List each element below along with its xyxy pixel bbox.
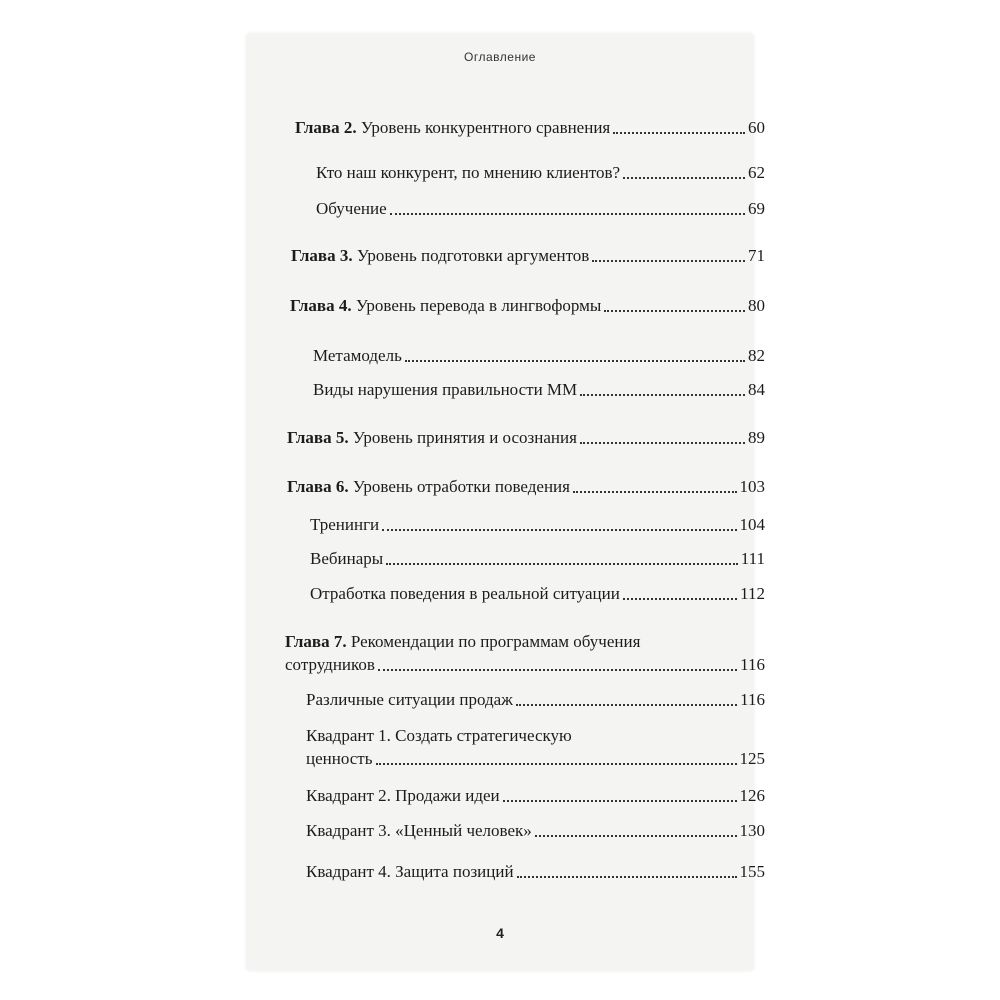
section-title: Квадрант 3. «Ценный человек» <box>306 821 532 840</box>
toc-entry-section <box>310 515 765 535</box>
dot-leader <box>573 491 737 493</box>
toc-entry-line <box>306 726 765 746</box>
page-reference: 116 <box>740 690 765 709</box>
chapter-number: Глава 6. <box>287 477 349 496</box>
dot-leader <box>623 598 737 600</box>
page-reference: 89 <box>748 428 765 447</box>
toc-entry-label <box>295 118 610 138</box>
toc-entry-line <box>285 632 765 652</box>
page-reference: 125 <box>739 749 765 768</box>
chapter-number: Глава 3. <box>291 246 353 265</box>
chapter-title: Уровень отработки поведения <box>352 477 570 496</box>
chapter-title-continued: сотрудников <box>285 655 375 674</box>
dot-leader <box>535 835 737 837</box>
toc-entry-chapter-4 <box>290 296 765 316</box>
dot-leader <box>386 563 738 565</box>
page-reference: 103 <box>739 477 765 496</box>
toc-entry-section <box>313 346 765 366</box>
toc-entry-section <box>316 163 765 183</box>
section-title: Квадрант 1. Создать стратегическую <box>306 726 572 745</box>
section-title: Отработка поведения в реальной ситуации <box>310 584 620 603</box>
chapter-title: Уровень перевода в лингвоформы <box>355 296 602 315</box>
section-title: Вебинары <box>310 549 384 568</box>
chapter-title: Уровень подготовки аргументов <box>356 246 590 265</box>
toc-entry-section <box>306 821 765 841</box>
page-reference: 82 <box>748 346 765 365</box>
toc-entry-chapter-7 <box>285 632 765 675</box>
section-title: Обучение <box>316 199 387 218</box>
toc-entry-section <box>306 862 765 882</box>
page-reference: 104 <box>739 515 765 534</box>
page-reference: 60 <box>748 118 765 137</box>
page-reference: 84 <box>748 380 765 399</box>
toc-entry-section <box>316 199 765 219</box>
dot-leader <box>592 260 745 262</box>
page-reference: 116 <box>740 655 765 674</box>
dot-leader <box>613 132 745 134</box>
toc-entry-section <box>310 584 765 604</box>
toc-entry-line <box>285 655 765 675</box>
dot-leader <box>516 704 737 706</box>
page-reference: 69 <box>748 199 765 218</box>
dot-leader <box>623 177 745 179</box>
section-title-continued: ценность <box>306 749 373 768</box>
dot-leader <box>580 442 745 444</box>
section-title: Различные ситуации продаж <box>306 690 513 709</box>
toc-entry-section <box>306 726 765 769</box>
toc-entry-label <box>287 428 577 448</box>
toc-entry-chapter-5 <box>287 428 765 448</box>
page-reference: 80 <box>748 296 765 315</box>
page-reference: 111 <box>740 549 765 568</box>
toc-entry-label <box>291 246 589 266</box>
section-title: Квадрант 4. Защита позиций <box>306 862 514 881</box>
dot-leader <box>390 213 745 215</box>
toc-entry-section <box>310 549 765 569</box>
dot-leader <box>376 763 737 765</box>
chapter-title: Уровень конкурентного сравнения <box>360 118 611 137</box>
page-reference: 62 <box>748 163 765 182</box>
chapter-number: Глава 4. <box>290 296 352 315</box>
chapter-number: Глава 5. <box>287 428 349 447</box>
dot-leader <box>604 310 745 312</box>
page-reference: 126 <box>739 786 765 805</box>
toc-entry-chapter-6 <box>287 477 765 497</box>
toc-entry-chapter-3 <box>291 246 765 266</box>
page-reference: 112 <box>740 584 765 603</box>
section-title: Метамодель <box>313 346 402 365</box>
dot-leader <box>580 394 745 396</box>
page-number: 4 <box>496 925 504 941</box>
chapter-title: Рекомендации по программам обучения <box>350 632 641 651</box>
running-title: Оглавление <box>464 50 536 64</box>
dot-leader <box>382 529 736 531</box>
chapter-number: Глава 7. <box>285 632 347 651</box>
page-reference: 130 <box>739 821 765 840</box>
dot-leader <box>517 876 737 878</box>
toc-entry-label <box>290 296 601 316</box>
toc-entry-section <box>306 690 765 710</box>
section-title: Кто наш конкурент, по мнению клиентов? <box>316 163 621 182</box>
page-reference: 71 <box>748 246 765 265</box>
page-reference: 155 <box>739 862 765 881</box>
dot-leader <box>503 800 737 802</box>
chapter-title: Уровень принятия и осознания <box>352 428 577 447</box>
dot-leader <box>405 360 745 362</box>
toc-entry-line <box>306 749 765 769</box>
section-title: Тренинги <box>310 515 380 534</box>
section-title: Квадрант 2. Продажи идеи <box>306 786 500 805</box>
toc-entry-label <box>287 477 570 497</box>
toc-entry-section <box>313 380 765 400</box>
toc-entry-label <box>285 632 640 652</box>
toc-entry-chapter-2 <box>295 118 765 138</box>
dot-leader <box>378 669 737 671</box>
chapter-number: Глава 2. <box>295 118 357 137</box>
toc-entry-section <box>306 786 765 806</box>
section-title: Виды нарушения правильности ММ <box>313 380 578 399</box>
